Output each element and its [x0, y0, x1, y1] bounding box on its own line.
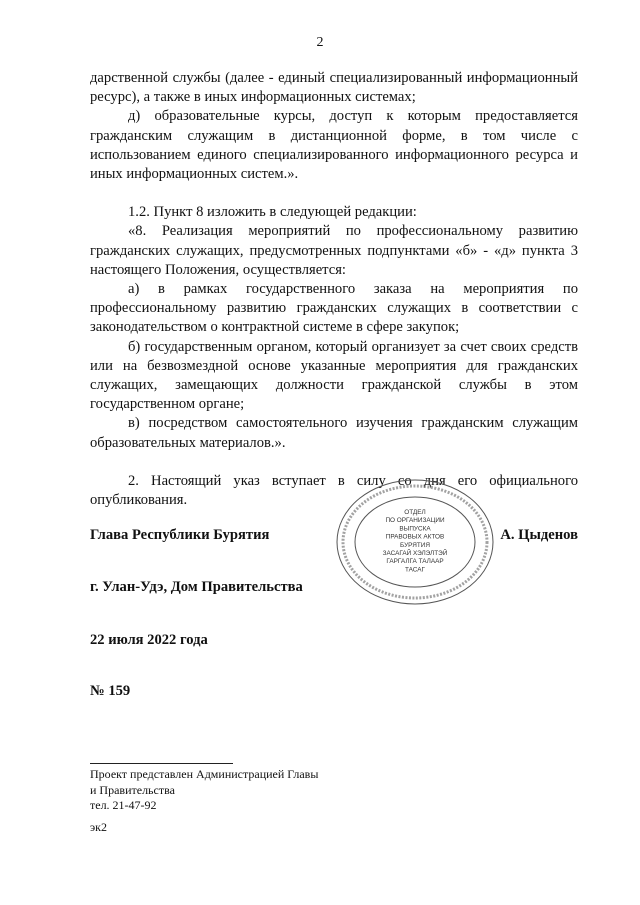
seal-text-line: ОТДЕЛ	[404, 509, 426, 516]
document-code: эк2	[90, 820, 107, 834]
paragraph: д) образовательные курсы, доступ к которым предоставляется гражданским служащим в дистанционной форме, в том числе с использованием единого специализированного информационного ресурса и иных информационных систем.».	[90, 108, 578, 183]
signing-place: г. Улан-Удэ, Дом Правительства	[90, 579, 303, 595]
paragraph: а) в рамках государственного заказа на мероприятия по профессиональному развитию гражданских служащих в соответствии с законодательством о контрактной системе в сфере закупок;	[90, 281, 578, 336]
signing-date: 22 июля 2022 года	[90, 632, 208, 648]
paragraph: «8. Реализация мероприятий по профессиональному развитию гражданских служащих, предусмотренных подпунктами «б» - «д» пункта 3 настоящего Положения, осуществляется:	[90, 223, 578, 278]
official-seal	[335, 478, 495, 606]
footnote-divider	[90, 763, 233, 764]
paragraph: 1.2. Пункт 8 изложить в следующей редакции:	[128, 204, 417, 221]
footnote-line: тел. 21-47-92	[90, 798, 157, 812]
paragraph: в) посредством самостоятельного изучения гражданским служащим образовательных материалов.».	[90, 415, 578, 451]
document-body	[90, 69, 578, 510]
seal-text-line: ЗАСАГАЙ ХЭЛЭЛТЭЙ	[382, 550, 448, 557]
footnote-line: Проект представлен Администрацией Главы	[90, 767, 319, 781]
seal-text-line: БУРЯТИЯ	[400, 541, 430, 549]
footnote	[90, 767, 318, 814]
seal-text-line: ВЫПУСКА	[399, 525, 431, 533]
paragraph: 2. Настоящий указ вступает в силу со дня его официального опубликования.	[90, 472, 578, 509]
seal-text-line: ТАСАГ	[404, 566, 426, 574]
footnote-line: и Правительства	[90, 782, 175, 797]
signatory-name: А. Цыденов	[500, 527, 578, 543]
seal-text-line: ПРАВОВЫХ АКТОВ	[385, 533, 445, 541]
seal-text-line: ГАРГАЛГА ТАЛААР	[386, 558, 444, 566]
signatory-title: Глава Республики Бурятия	[90, 527, 270, 543]
paragraph: б) государственным органом, который организует за счет своих средств или на безвозмездной основе указанные мероприятия для гражданских служащих, замещающих должности гражданской службы в этом государственном органе;	[90, 338, 578, 413]
page-number: 2	[316, 35, 324, 50]
decree-number: № 159	[90, 683, 131, 699]
paragraph: дарственной службы (далее - единый специализированный информационный ресурс), а также в иных информационных системах;	[90, 70, 578, 106]
seal-text-line: ПО ОРГАНИЗАЦИИ	[385, 517, 445, 525]
